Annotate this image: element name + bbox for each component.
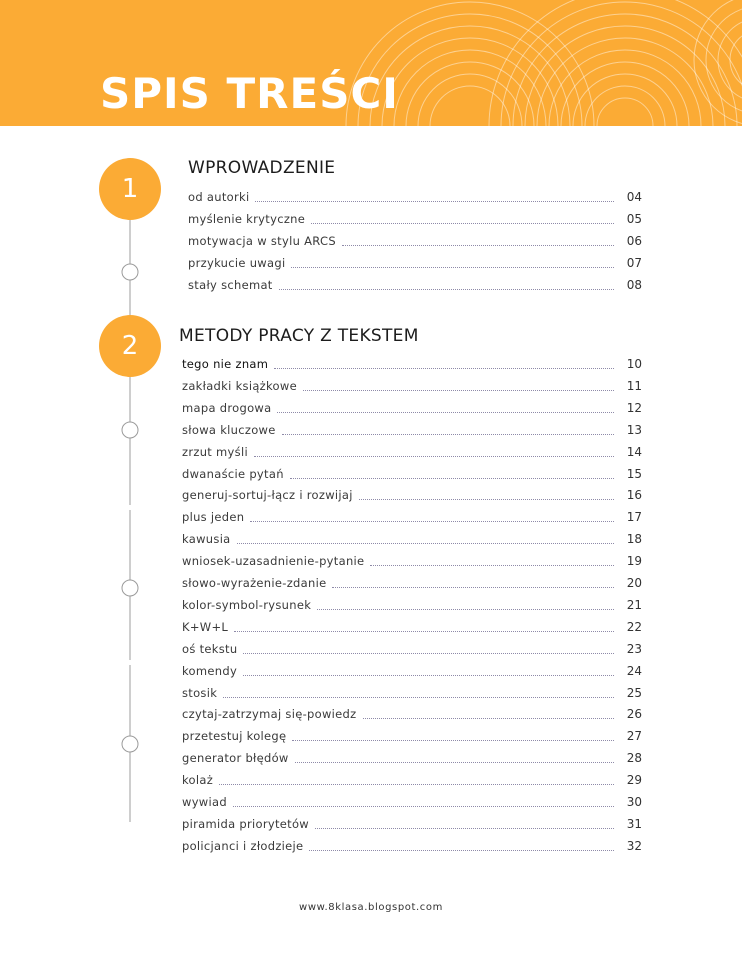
toc-entry-page: 16 [626, 488, 642, 503]
toc-entry[interactable] [182, 443, 642, 459]
footer-url[interactable]: www.8klasa.blogspot.com [299, 902, 443, 913]
dotted-leader [255, 200, 614, 202]
toc-entry-label: generator błędów [182, 751, 289, 766]
toc-entry[interactable] [182, 640, 642, 656]
dotted-leader [363, 717, 615, 719]
dotted-leader [279, 288, 614, 290]
dotted-leader [282, 433, 614, 435]
toc-entry[interactable] [182, 815, 642, 831]
toc-entry-label: komendy [182, 663, 238, 678]
toc-entry[interactable] [182, 399, 642, 415]
section-2-title: METODY PRACY Z TEKSTEM [179, 326, 419, 346]
toc-entry-label: kolor-symbol-rysunek [182, 597, 312, 612]
toc-entry-label: dwanaście pytań [182, 466, 284, 481]
toc-entry-label: kawusia [182, 532, 231, 547]
toc-entry[interactable] [182, 508, 642, 524]
timeline-node [122, 264, 138, 280]
dotted-leader [303, 389, 614, 391]
toc-entry-label: plus jeden [182, 510, 245, 525]
section-1-number: 1 [121, 174, 139, 204]
toc-entry[interactable] [182, 421, 642, 437]
toc-entry-page: 05 [626, 212, 642, 226]
toc-entry-page: 22 [626, 619, 642, 634]
toc-entry-label: myślenie krytyczne [188, 212, 306, 226]
dotted-leader [315, 827, 614, 829]
toc-entry-label: zrzut myśli [182, 444, 248, 459]
toc-entry[interactable] [182, 355, 642, 371]
dotted-leader [291, 266, 614, 268]
toc-entry[interactable] [182, 727, 642, 743]
toc-entry-label: mapa drogowa [182, 400, 272, 415]
toc-entry-label: przetestuj kolegę [182, 729, 287, 744]
toc-entry-page: 12 [626, 400, 642, 415]
toc-entry[interactable] [182, 552, 642, 568]
section-1-title: WPROWADZENIE [188, 158, 336, 178]
toc-entry[interactable] [188, 232, 642, 248]
toc-entry-label: wywiad [182, 795, 227, 809]
toc-entry-label: tego nie znam [182, 357, 269, 371]
timeline-node [122, 736, 138, 752]
toc-entry-page: 28 [626, 751, 642, 766]
toc-entry-page: 25 [626, 685, 642, 700]
toc-entry[interactable] [182, 377, 642, 393]
toc-entry-label: kolaż [182, 773, 214, 788]
toc-entry-page: 06 [626, 234, 642, 248]
toc-entry-page: 29 [626, 773, 642, 788]
toc-entry-page: 11 [626, 378, 642, 393]
dotted-leader [237, 542, 614, 544]
toc-entry-label: oś tekstu [182, 641, 238, 656]
toc-entry-label: słowo-wyrażenie-zdanie [182, 576, 327, 590]
toc-entry-label: policjanci i złodzieje [182, 838, 304, 853]
toc-entry-page: 07 [626, 256, 642, 270]
timeline-node [122, 580, 138, 596]
dotted-leader [292, 739, 614, 741]
toc-entry-label: motywacja w stylu ARCS [188, 234, 336, 248]
toc-entry-label: słowa kluczowe [182, 422, 276, 437]
toc-entry[interactable] [188, 188, 642, 204]
toc-entry[interactable] [188, 254, 642, 270]
toc-entry[interactable] [182, 618, 642, 634]
toc-entry[interactable] [182, 530, 642, 546]
toc-entry[interactable] [188, 276, 642, 292]
toc-entry-page: 15 [626, 466, 642, 481]
toc-entry[interactable] [182, 596, 642, 612]
toc-entry[interactable] [182, 837, 642, 853]
dotted-leader [332, 586, 614, 588]
toc-entry[interactable] [188, 210, 642, 226]
toc-entry-label: zakładki książkowe [182, 378, 297, 393]
toc-entry-label: stały schemat [188, 278, 273, 292]
dotted-leader [219, 783, 614, 785]
dotted-leader [295, 761, 614, 763]
dotted-leader [342, 244, 614, 246]
toc-entry-page: 13 [626, 422, 642, 437]
toc-entry-label: stosik [182, 685, 218, 700]
toc-entry[interactable] [182, 465, 642, 481]
toc-entry-page: 18 [626, 532, 642, 547]
toc-entry-label: wniosek-uzasadnienie-pytanie [182, 554, 365, 569]
toc-entry-page: 27 [626, 729, 642, 744]
dotted-leader [250, 520, 614, 522]
toc-entry[interactable] [182, 574, 642, 590]
toc-entry-page: 04 [626, 190, 642, 204]
dotted-leader [234, 630, 614, 632]
toc-entry-page: 20 [626, 576, 642, 590]
toc-entry-page: 21 [626, 597, 642, 612]
dotted-leader [311, 222, 614, 224]
toc-entry-page: 26 [626, 707, 642, 722]
toc-entry[interactable] [182, 749, 642, 765]
dotted-leader [290, 477, 614, 479]
toc-entry-label: przykucie uwagi [188, 256, 286, 270]
dotted-leader [370, 564, 614, 566]
toc-entry[interactable] [182, 662, 642, 678]
toc-entry-page: 31 [626, 816, 642, 831]
toc-entry[interactable] [182, 684, 642, 700]
section-2-number: 2 [121, 331, 139, 361]
toc-entry-page: 23 [626, 641, 642, 656]
dotted-leader [223, 696, 614, 698]
timeline-node [122, 422, 138, 438]
dotted-leader [254, 455, 614, 457]
dotted-leader [317, 608, 614, 610]
toc-entry[interactable] [182, 486, 642, 502]
dotted-leader [243, 652, 614, 654]
toc-entry-page: 10 [626, 357, 642, 371]
dotted-leader [277, 411, 614, 413]
toc-entry[interactable] [182, 771, 642, 787]
toc-entry-label: K+W+L [182, 619, 229, 634]
dotted-leader [359, 498, 614, 500]
dotted-leader [243, 674, 614, 676]
toc-entry-page: 14 [626, 444, 642, 459]
dotted-leader [309, 849, 614, 851]
dotted-leader [274, 367, 614, 369]
page-title: SPIS TREŚCI [100, 69, 399, 118]
toc-entry-label: czytaj-zatrzymaj się-powiedz [182, 707, 357, 722]
toc-entry-page: 17 [626, 510, 642, 525]
toc-entry-label: od autorki [188, 190, 250, 204]
toc-entry-page: 32 [626, 838, 642, 853]
toc-entry-label: piramida priorytetów [182, 816, 309, 831]
toc-entry-page: 30 [626, 795, 642, 809]
toc-entry-page: 24 [626, 663, 642, 678]
toc-entry-label: generuj-sortuj-łącz i rozwijaj [182, 488, 353, 503]
toc-entry[interactable] [182, 705, 642, 721]
dotted-leader [233, 805, 614, 807]
toc-entry-page: 08 [626, 278, 642, 292]
toc-entry[interactable] [182, 793, 642, 809]
toc-entry-page: 19 [626, 554, 642, 569]
